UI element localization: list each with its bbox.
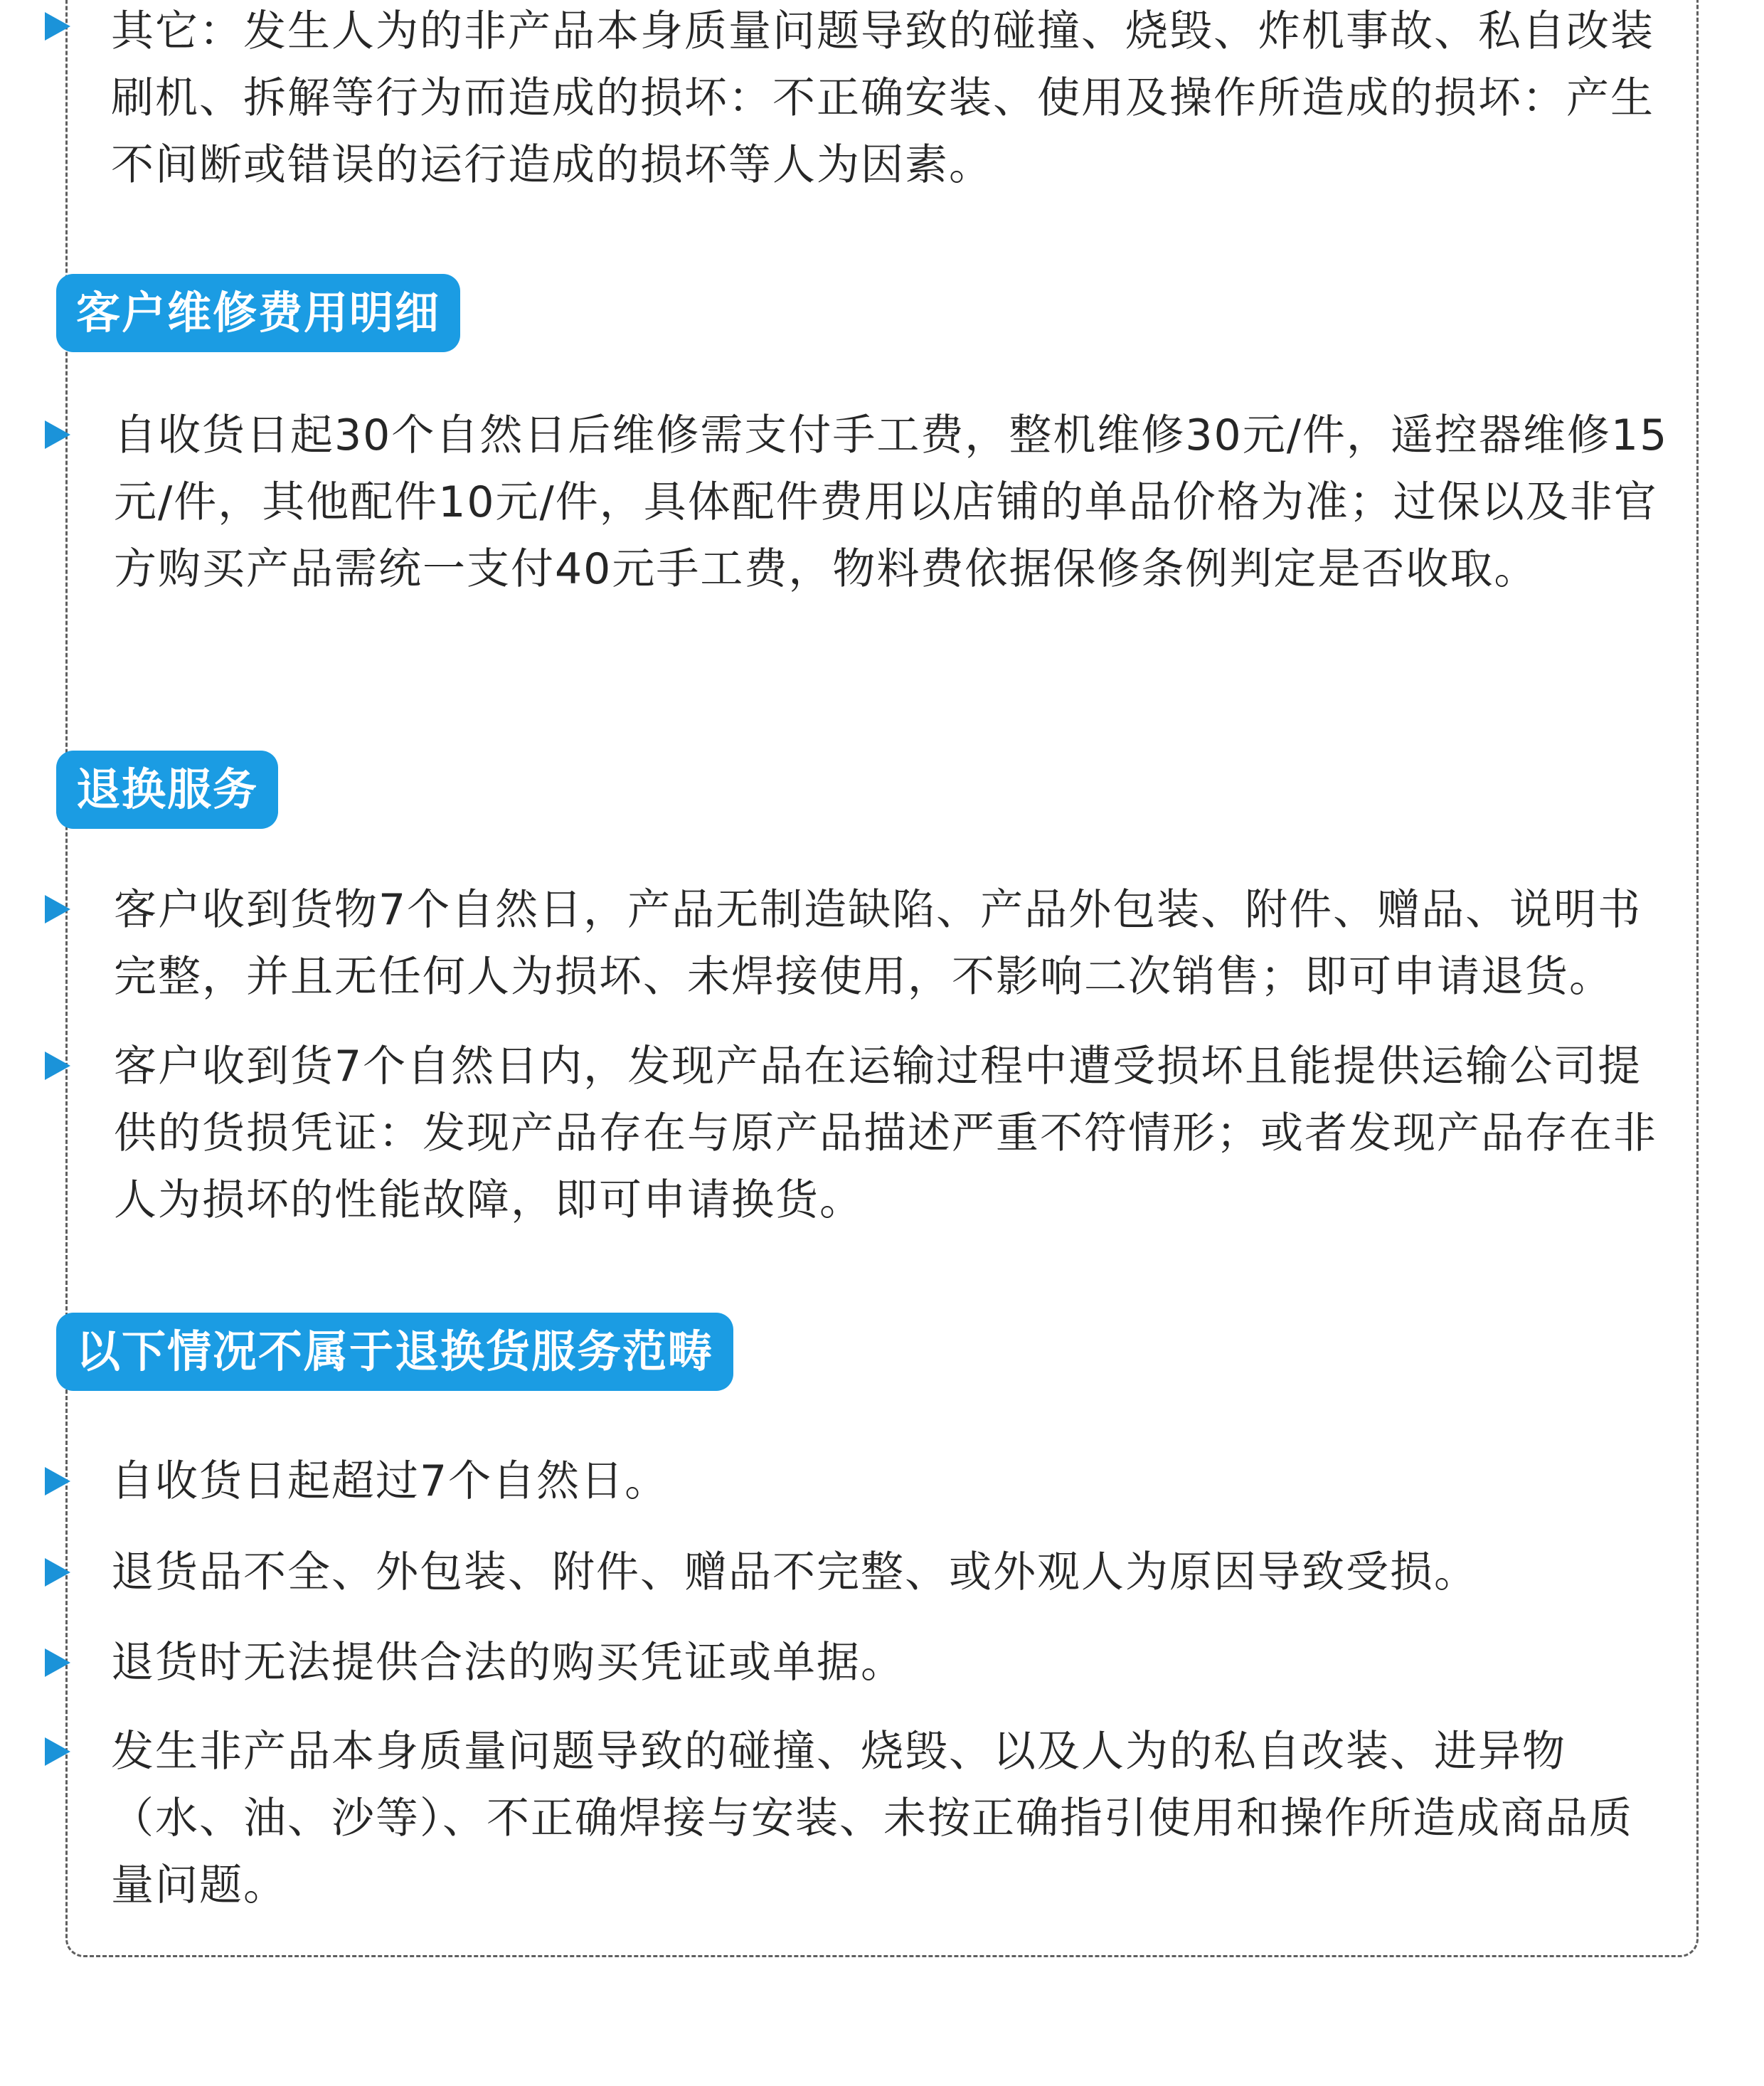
list-item-text: 其它：发生人为的非产品本身质量问题导致的碰撞、烧毁、炸机事故、私自改装刷机、拆解等行为而造成的损坏：不正确安装、使用及操作所造成的损坏：产生不间断或错误的运行造成的损坏等人为因素。 xyxy=(111,6,1654,190)
bullet-arrow-icon xyxy=(45,12,70,41)
section-title-returns: 退换服务 xyxy=(56,751,278,829)
bullet-arrow-icon xyxy=(45,1648,70,1677)
list-item-text: 自收货日起30个自然日后维修需支付手工费，整机维修30元/件，遥控器维修15元/件，其他配件10元/件，具体配件费用以店铺的单品价格为准；过保以及非官方购买产品需统一支付40元手工费，物料费依据保修条例判定是否收取。 xyxy=(114,411,1669,594)
bullet-arrow-icon xyxy=(45,420,70,449)
bullet-arrow-icon xyxy=(45,1052,70,1080)
list-item-text: 发生非产品本身质量问题导致的碰撞、烧毁、以及人为的私自改装、进异物（水、油、沙等）、不正确焊接与安装、未按正确指引使用和操作所造成商品质量问题。 xyxy=(111,1727,1633,1910)
section-title-exclusions: 以下情况不属于退换货服务范畴 xyxy=(56,1313,733,1391)
section-title-repair-fees: 客户维修费用明细 xyxy=(56,274,460,352)
bullet-arrow-icon xyxy=(45,1467,70,1495)
list-item-text: 退货品不全、外包装、附件、赠品不完整、或外观人为原因导致受损。 xyxy=(111,1547,1478,1597)
list-item-text: 客户收到货物7个自然日，产品无制造缺陷、产品外包装、附件、赠品、说明书完整，并且无任何人为损坏、未焊接使用，不影响二次销售；即可申请退货。 xyxy=(114,885,1642,1002)
list-item-text: 客户收到货7个自然日内，发现产品在运输过程中遭受损坏且能提供运输公司提供的货损凭证：发现产品存在与原产品描述严重不符情形；或者发现产品存在非人为损坏的性能故障，即可申请换货。 xyxy=(114,1042,1657,1225)
bullet-arrow-icon xyxy=(45,1558,70,1587)
list-item-text: 自收货日起超过7个自然日。 xyxy=(111,1456,669,1506)
list-item-text: 退货时无法提供合法的购买凭证或单据。 xyxy=(111,1638,905,1688)
bullet-arrow-icon xyxy=(45,895,70,923)
bullet-arrow-icon xyxy=(45,1737,70,1766)
